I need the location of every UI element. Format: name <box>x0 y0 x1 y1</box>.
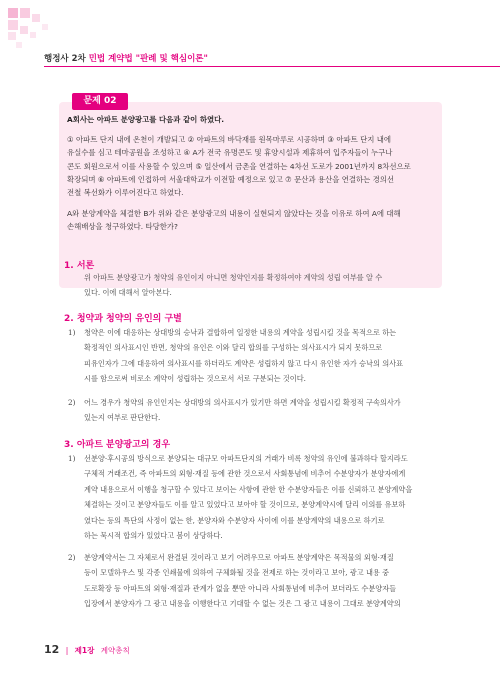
section-intro-body <box>84 270 444 301</box>
body-line: 확정적인 의사표시인 반면, 청약의 유인은 이와 달리 합의를 구성하는 의사표시가 되지 못하므로 <box>84 343 383 353</box>
problem-lead: A회사는 아파트 분양광고를 다음과 같이 하였다. <box>67 115 225 124</box>
body-line: 어느 경우가 청약의 유인인지는 상대방의 의사표시가 있기만 하면 계약을 성립시킬 확정적 구속의사가 <box>84 398 401 407</box>
problem-line: 확장되며 ⑥ 아파트에 인접하여 서울대학교가 이전할 예정으로 있고 ⑦ 문산과 용산을 연결하는 경의선 <box>67 174 395 184</box>
page-footer <box>44 643 130 656</box>
header-topic: "판례 및 핵심이론" <box>135 54 208 64</box>
body-line: 위 아파트 분양광고가 청약의 유인이지 아니면 청약인지를 확정하여야 계약의 성립 여부를 알 수 <box>84 273 383 282</box>
footer-chapter: 제1장 <box>74 646 95 655</box>
item-number: 1) <box>68 454 76 463</box>
section-title-distinction: 2. 청약과 청약의 유인의 구별 <box>64 314 182 324</box>
question-line: A와 분양계약을 체결한 B가 위와 같은 분양광고의 내용이 실현되지 않았다는 것을 이유로 하여 A에 대해 <box>67 209 401 219</box>
item-number: 1) <box>68 328 76 337</box>
section-distinction-item-2 <box>84 395 444 426</box>
section-distinction-item-1 <box>84 325 444 387</box>
section-title-apartment-ad: 3. 아파트 분양광고의 경우 <box>64 440 171 450</box>
section-apartment-item-2 <box>84 550 444 612</box>
body-line: 시를 함으로써 비로소 계약이 성립하는 것으로서 서로 구분되는 것이다. <box>84 374 306 384</box>
problem-line: 유실수를 심고 테마공원을 조성하고 ④ A가 전국 유명콘도 및 휴양시설과 제휴하여 입주자들이 누구나 <box>67 148 393 158</box>
body-line: 하는 묵시적 합의가 있었다고 봄이 상당하다. <box>84 531 223 541</box>
footer-chapter-title: 계약총칙 <box>100 646 130 655</box>
body-line: 있는지 여부로 판단한다. <box>84 413 161 423</box>
question-line: 손해배상을 청구하였다. 타당한가? <box>67 222 178 232</box>
problem-line: 콘도 회원으로서 이를 사용할 수 있으며 ⑤ 일산에서 금촌을 연결하는 4차선 도로가 2001년까지 8차선으로 <box>67 161 411 171</box>
body-line: 청약은 이에 대응하는 상대방의 승낙과 결합하여 일정한 내용의 계약을 성립시킬 것을 목적으로 하는 <box>84 328 397 337</box>
item-number: 2) <box>68 553 76 562</box>
header-exam: 행정사 2차 <box>44 54 86 64</box>
section-title-intro: 1. 서론 <box>64 261 95 271</box>
body-line: 등이 모델하우스 및 각종 인쇄물에 의하여 구체화될 것을 전제로 하는 것이라고 보아, 광고 내용 중 <box>84 568 390 578</box>
footer-separator: | <box>65 646 69 655</box>
item-number: 2) <box>68 398 76 407</box>
body-line: 였다는 등의 특단의 사정이 없는 한, 분양자와 수분양자 사이에 이를 분양계약의 내용으로 하기로 <box>84 515 385 525</box>
page-number: 12 <box>44 643 60 656</box>
body-line: 입장에서 분양자가 그 광고 내용을 이행한다고 기대할 수 없는 것은 그 광고 내용이 그대로 분양계약의 <box>84 599 401 609</box>
body-line: 체결하는 것이고 분양자들도 이를 알고 있었다고 보아야 할 것이므로, 분양계약시에 달리 이의를 유보하 <box>84 500 406 510</box>
body-line: 있다. 이에 대해서 알아본다. <box>84 288 172 298</box>
problem-line: 전철 복선화가 이루어진다고 하였다. <box>67 188 184 198</box>
problem-paragraph <box>67 133 434 199</box>
body-line: 분양계약서는 그 자체로서 완결된 것이라고 보기 어려우므로 아파트 분양계약은 목적물의 외형·재질 <box>84 553 394 562</box>
problem-line: ① 아파트 단지 내에 온천이 개발되고 ② 아파트의 바닥재를 원목마루로 시공하며 ③ 아파트 단지 내에 <box>67 135 392 145</box>
header-divider <box>44 66 500 67</box>
header-law: 민법 계약법 <box>88 54 133 64</box>
problem-question <box>67 207 434 233</box>
body-line: 피유인자가 그에 대응하여 의사표시를 하더라도 계약은 성립하지 않고 다시 유인한 자가 승낙의 의사표 <box>84 358 404 368</box>
section-apartment-item-1 <box>84 451 444 543</box>
page-header <box>44 52 208 64</box>
problem-tag: 문제 02 <box>72 93 128 110</box>
body-line: 구체적 거래조건, 즉 아파트의 외형·재질 등에 관한 것으로서 사회통념에 비추어 수분양자가 분양자에게 <box>84 469 406 479</box>
body-line: 도로확장 등 아파트의 외형·재질과 관계가 없을 뿐만 아니라 사회통념에 비추어 보더라도 수분양자들 <box>84 583 397 593</box>
body-line: 계약 내용으로서 이행을 청구할 수 있다고 보이는 사항에 관한 한 수분양자들은 이를 신뢰하고 분양계약을 <box>84 484 413 494</box>
problem-text <box>67 113 434 242</box>
body-line: 선분양·후시공의 방식으로 분양되는 대규모 아파트단지의 거래가 비록 청약의 유인에 불과하다 할지라도 <box>84 454 408 463</box>
